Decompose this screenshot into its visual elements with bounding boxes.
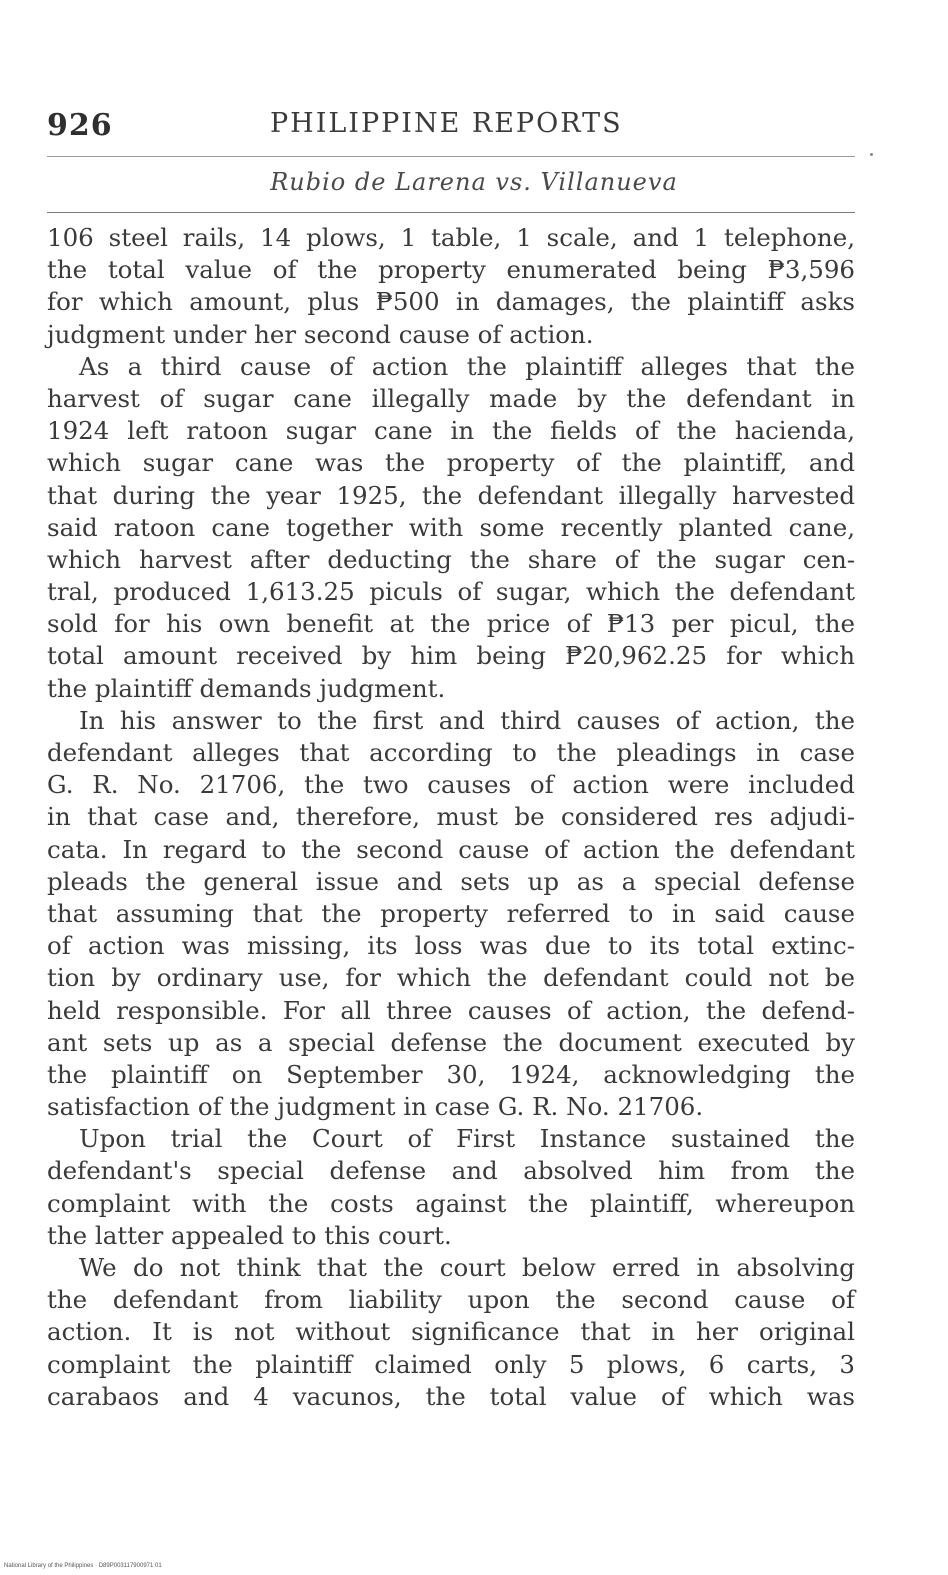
text-line: the plaintiff demands judgment. [47,673,446,703]
text-line: Upon trial the Court of First Instance sustained the [79,1124,855,1154]
body-text [47,222,855,1413]
text-line: the plaintiff on September 30, 1924, acknowledging the [47,1059,855,1089]
text-line: pleads the general issue and sets up as a special defense [47,866,855,896]
text-line: We do not think that the court below erred in absolving [79,1253,855,1282]
text-line: 1924 left ratoon sugar cane in the fields of the hacienda, [47,416,855,446]
text-line: which harvest after deducting the share of the sugar cen- [47,544,855,574]
text-line: tral, produced 1,613.25 piculs of sugar, which the defendant [47,577,855,607]
running-head: PHILIPPINE REPORTS [270,108,623,139]
text-line: held responsible. For all three causes of action, the defend- [47,995,855,1025]
text-line: the latter appealed to this court. [47,1220,452,1250]
text-line: As a third cause of action the plaintiff alleges that the [79,351,855,381]
text-line: carabaos and 4 vacunos, the total value of which was [47,1381,855,1411]
text-line: for which amount, plus ₱500 in damages, the plaintiff asks [47,287,855,317]
text-line: cata. In regard to the second cause of action the defendant [47,834,855,864]
text-line: total amount received by him being ₱20,962.25 for which [47,641,855,671]
text-line: tion by ordinary use, for which the defendant could not be [47,963,855,993]
text-line: which sugar cane was the property of the plaintiff, and [47,448,855,478]
text-line: in that case and, therefore, must be considered res adjudi- [47,802,855,832]
text-line: the total value of the property enumerated being ₱3,596 [47,255,855,285]
text-line: satisfaction of the judgment in case G. R. No. 21706. [47,1092,704,1122]
text-line: action. It is not without significance that in her original [47,1317,855,1347]
text-line: that assuming that the property referred to in said cause [47,898,855,928]
text-line: judgment under her second cause of action. [47,319,594,349]
text-line: G. R. No. 21706, the two causes of action were included [47,770,855,800]
header-rule-top [47,156,855,157]
text-line: complaint with the costs against the plaintiff, whereupon [47,1188,855,1218]
text-line: complaint the plaintiff claimed only 5 plows, 6 carts, 3 [47,1349,855,1379]
text-line: sold for his own benefit at the price of ₱13 per picul, the [47,609,855,639]
text-line: 106 steel rails, 14 plows, 1 table, 1 scale, and 1 telephone, [47,223,855,252]
text-line: In his answer to the first and third causes of action, the [79,705,855,735]
case-title: Rubio de Larena vs. Villanueva [270,168,678,196]
rule-dot [870,153,873,156]
text-line: defendant's special defense and absolved him from the [47,1156,855,1186]
page-number: 926 [47,108,113,143]
text-line: that during the year 1925, the defendant illegally harvested [47,480,855,510]
text-line: of action was missing, its loss was due to its total extinc- [47,931,855,961]
scan-footer: National Library of the Philippines · D89P003117900971 01 [4,1563,162,1569]
text-line: said ratoon cane together with some recently planted cane, [47,512,855,542]
text-line: ant sets up as a special defense the document executed by [47,1027,855,1057]
text-line: defendant alleges that according to the pleadings in case [47,738,855,767]
header-rule-bottom [47,212,855,213]
text-line: the defendant from liability upon the second cause of [47,1285,855,1315]
text-line: harvest of sugar cane illegally made by the defendant in [47,383,855,413]
